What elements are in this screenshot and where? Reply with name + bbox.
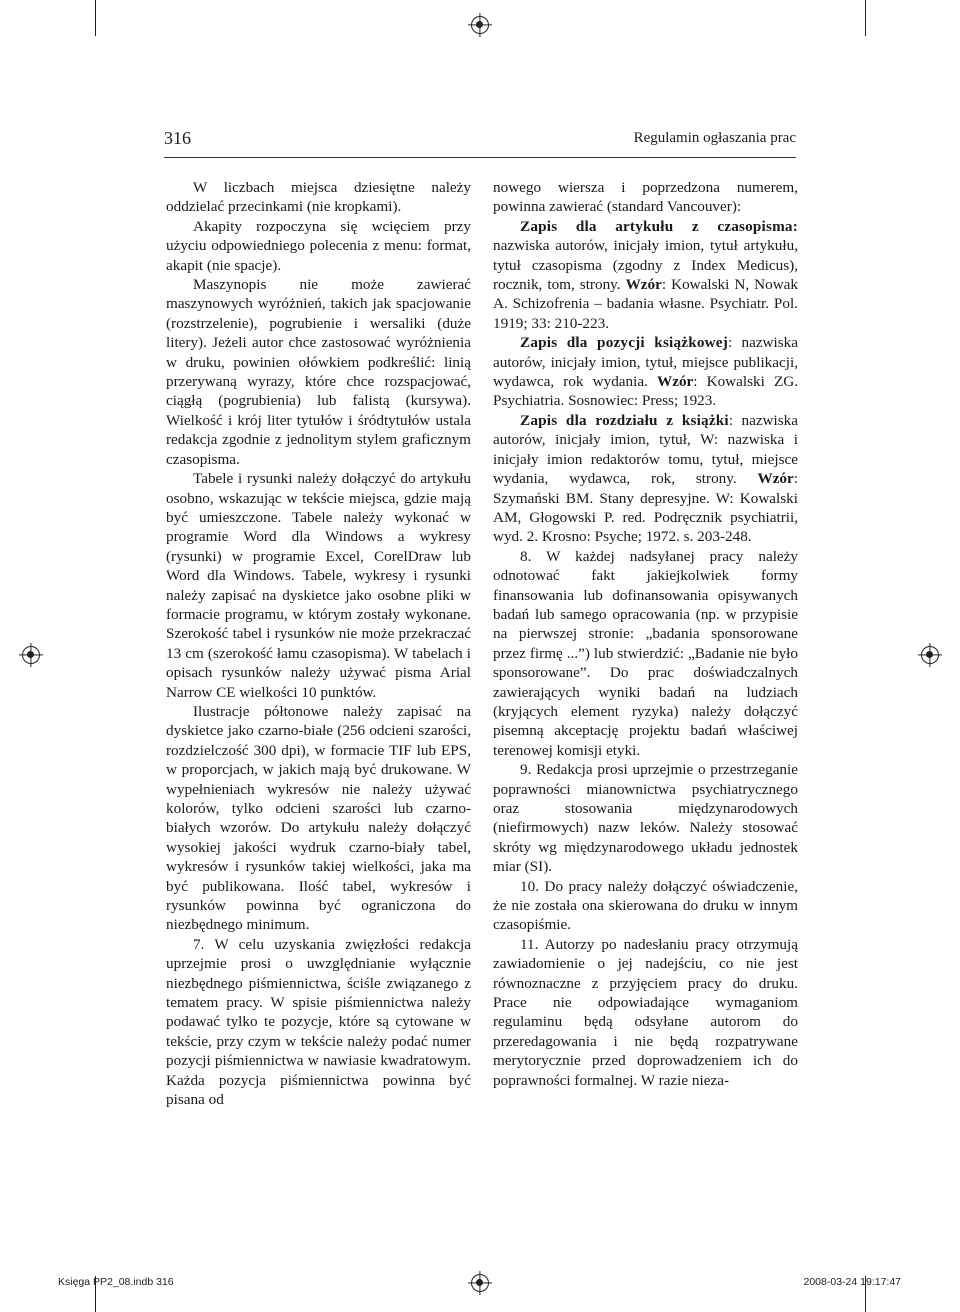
paragraph: nowego wiersza i poprzedzona numerem, powinna zawierać (standard Vancouver): bbox=[493, 179, 798, 216]
page-header bbox=[164, 128, 796, 150]
page-number: 316 bbox=[164, 128, 191, 148]
reference-format-book bbox=[493, 333, 798, 411]
crop-mark bbox=[865, 0, 866, 36]
paragraph: Maszynopis nie może zawierać maszynowych wyróżnień, takich jak spacjowanie (rozstrzelenie), pogrubienie i wersaliki (duże litery). Jeżeli autor chce zastosować wyróżnienia w druku, powinien ołówkiem podkreślić: linią przerywaną wyrazy, które chce rozspacjować, ciągłą (pogrubienia) lub falistą (kursywa). Wielkość i krój liter tytułów i śródtytułów ustala redakcja zgodnie z jednolitym stylem graficznym czasopisma. bbox=[166, 276, 471, 468]
print-timestamp: 2008-03-24 19:17:47 bbox=[803, 1276, 901, 1288]
header-rule bbox=[164, 157, 796, 158]
print-file-info: Księga PP2_08.indb 316 bbox=[58, 1276, 174, 1288]
running-head: Regulamin ogłaszania prac bbox=[633, 130, 796, 146]
paragraph: Ilustracje półtonowe należy zapisać na dyskietce jako czarno-białe (256 odcieni szarości, rozdzielczość 300 dpi), w formacie TIF lub EPS, w proporcjach, w jakich mają być drukowane. W wypełnieniach wykresów nie należy używać kolorów, tylko odcieni szarości lub czarno-białych wzorów. Do artykułu należy dołączyć wysokiej jakości wydruk czarno-biały tabel, wykresów i rysunków takiej wielkości, jaka ma być publikowana. Ilość tabel, wykresów i rysunków powinna być ograniczona do niezbędnego minimum. bbox=[166, 702, 471, 934]
right-column bbox=[493, 178, 798, 1090]
article-text: nazwiska autorów, inicjały imion, tytuł artykułu, tytuł czasopisma (zgodny z Index Medicus), rocznik, tom, strony. bbox=[493, 237, 798, 294]
article-example: : Kowalski N, Nowak A. Schizofrenia – badania własne. Psychiatr. Pol. 1919; 33: 210-223. bbox=[493, 276, 798, 332]
paragraph: 7. W celu uzyskania zwięzłości redakcja uprzejmie prosi o uwzględnianie wyłącznie niezbędnego piśmiennictwa, ściśle związanego z tematem pracy. W spisie piśmiennictwa należy podawać tylko te pozycje, które są cytowane w tekście, przy czym w tekście należy podać numer pozycji piśmiennictwa w nawiasie kwadratowym. Każda pozycja piśmiennictwa powinna być pisana od bbox=[166, 935, 471, 1109]
left-column bbox=[166, 178, 471, 1110]
registration-mark-icon bbox=[471, 16, 489, 34]
print-footer bbox=[58, 1276, 901, 1292]
book-example-label: Wzór bbox=[657, 373, 694, 391]
chapter-text: : nazwiska autorów, inicjały imion, tytuł, W: nazwiska i inicjały imion redaktorów tomu, tytuł, miejsce wydania, wydawca, rok, strony. bbox=[493, 411, 798, 488]
chapter-example: : Szymański BM. Stany depresyjne. W: Kowalski AM, Głogowski P. red. Podręcznik psychiatrii, wyd. 2. Krosno: Psyche; 1972. s. 203-248. bbox=[493, 470, 798, 546]
article-example-label: Wzór bbox=[625, 276, 662, 294]
chapter-heading: Zapis dla rozdziału z książki bbox=[520, 411, 729, 429]
registration-mark-icon bbox=[22, 646, 40, 664]
chapter-example-label: Wzór bbox=[757, 470, 794, 488]
paragraph: Tabele i rysunki należy dołączyć do artykułu osobno, wskazując w tekście miejsca, gdzie mają być umieszczone. Tabele należy wykonać w programie Word dla Windows a wykresy (rysunki) w programie Excel, CorelDraw lub Word dla Windows. Tabele, wykresy i rysunki należy zapisać na dyskietce jako osobne pliki w formacie programu, w którym zostały wykonane. Szerokość tabel i rysunków nie może przekraczać 13 cm (szerokość łamu czasopisma). W tabelach i opisach rysunków należy używać pisma Arial Narrow CE wielkości 10 punktów. bbox=[166, 470, 471, 701]
registration-mark-icon bbox=[921, 646, 939, 664]
paragraph: W liczbach miejsca dziesiętne należy oddzielać przecinkami (nie kropkami). bbox=[166, 179, 471, 216]
paragraph: 9. Redakcja prosi uprzejmie o przestrzeganie poprawności mianownictwa psychiatrycznego oraz stosowania międzynarodowych (niefirmowych) nazw leków. Należy stosować skróty wg międzynarodowego układu jednostek miar (SI). bbox=[493, 761, 798, 876]
reference-format-chapter bbox=[493, 411, 798, 547]
paragraph: 8. W każdej nadsyłanej pracy należy odnotować fakt jakiejkolwiek formy finansowania lub dofinansowania opisywanych badań lub samego opracowania (np. w przypisie na pierwszej stronie: „badania sponsorowane przez firmę ...”) lub stwierdzić: „Badanie nie było sponsorowane”. Do prac doświadczalnych zawierających wyniki badań na ludziach (kryjących element ryzyka) należy dołączyć pisemną akceptację projektu badań właściwej terenowej komisji etyki. bbox=[493, 547, 798, 759]
reference-format-article bbox=[493, 217, 798, 333]
paragraph: 11. Autorzy po nadesłaniu pracy otrzymują zawiadomienie o jej nadejściu, co nie jest równoznaczne z przyjęciem pracy do druku. Prace nie odpowiadające wymaganiom regulaminu będą odsyłane autorom do przeredagowania i nie będą rozpatrywane merytorycznie przed doprowadzeniem ich do poprawności formalnej. W razie nieza- bbox=[493, 935, 798, 1089]
book-text: : nazwiska autorów, inicjały imion, tytuł, miejsce publikacji, wydawca, rok wydania. bbox=[493, 334, 798, 391]
article-heading: Zapis dla artykułu z czasopisma: bbox=[520, 217, 798, 235]
paragraph: Akapity rozpoczyna się wcięciem przy użyciu odpowiedniego polecenia z menu: format, akapit (nie spacje). bbox=[166, 217, 471, 274]
crop-mark bbox=[95, 0, 96, 36]
paragraph: 10. Do pracy należy dołączyć oświadczenie, że nie została ona skierowana do druku w innym czasopiśmie. bbox=[493, 877, 798, 934]
book-example: : Kowalski ZG. Psychiatria. Sosnowiec: Press; 1923. bbox=[493, 373, 799, 410]
book-heading: Zapis dla pozycji książkowej bbox=[520, 334, 729, 352]
